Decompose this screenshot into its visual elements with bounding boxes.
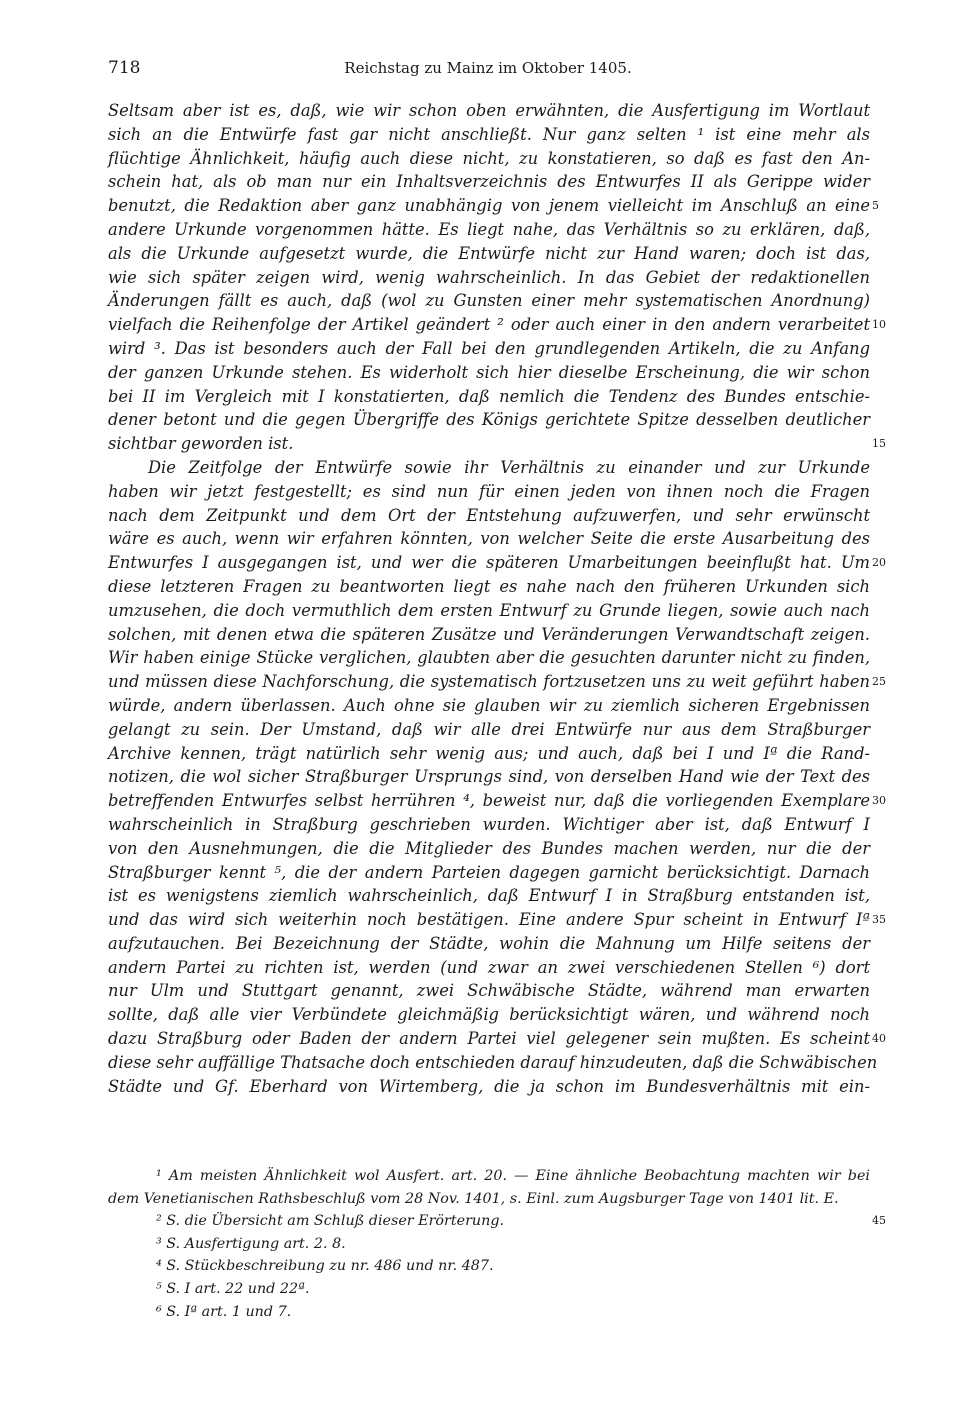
text-line: schein hat, als ob man nur ein Inhaltsverzeichnis des Entwurfes II als Gerippe wider [108, 172, 870, 192]
text-line: Wir haben einige Stücke verglichen, glaubten aber die gesuchten darunter nicht zu finden, [108, 648, 870, 668]
text-line: Straßburger kennt ⁵, die der andern Parteien dagegen garnicht berücksichtigt. Darnach [108, 862, 870, 882]
text-line: umzusehen, die doch vermuthlich dem ersten Entwurf zu Grunde liegen, sowie auch nach [108, 600, 870, 620]
text-line: und müssen diese Nachforschung, die systematisch fortzusetzen uns zu weit geführt haben [108, 672, 870, 692]
text-line: würde, andern überlassen. Auch ohne sie glauben wir zu ziemlich sicheren Ergebnissen [108, 695, 870, 715]
text-line: nur Ulm und Stuttgart genannt, zwei Schwäbische Städte, während man erwarten [108, 981, 870, 1001]
footnote-line: ² S. die Übersicht am Schluß dieser Erörterung. [156, 1213, 505, 1230]
footnote-line: dem Venetianischen Rathsbeschluß vom 28 Nov. 1401, s. Einl. zum Augsburger Tage von 1401 lit. E. [108, 1190, 839, 1207]
text-line: von den Ausnehmungen, die die Mitglieder des Bundes machen werden, nur die der [108, 838, 870, 858]
text-line: solchen, mit denen etwa die späteren Zusätze und Veränderungen Verwandtschaft zeigen. [108, 624, 870, 644]
text-line: der ganzen Urkunde stehen. Es widerholt sich hier dieselbe Erscheinung, die wir schon [108, 362, 870, 382]
margin-line-number: 15 [872, 437, 886, 451]
footnote-line: ⁵ S. I art. 22 und 22ª. [156, 1280, 310, 1297]
margin-line-number: 30 [872, 794, 886, 808]
body-text [108, 99, 878, 1098]
footnote-line: ³ S. Ausfertigung art. 2. 8. [156, 1235, 346, 1252]
margin-line-number: 20 [872, 556, 886, 570]
text-line: dazu Straßburg oder Baden der andern Partei viel gelegener sein mußten. Es scheint [108, 1029, 870, 1049]
page-header [108, 58, 868, 82]
text-line: sichtbar geworden ist. [108, 434, 294, 454]
text-line: betreffenden Entwurfes selbst herrühren ⁴, beweist nur, daß die vorliegenden Exemplare [108, 791, 870, 811]
text-line: dener betont und die gegen Übergriffe des Königs gerichtete Spitze desselben deutlicher [108, 410, 870, 430]
text-line: wie sich später zeigen wird, wenig wahrscheinlich. In das Gebiet der redaktionellen [108, 267, 870, 287]
text-line: Archive kennen, trägt natürlich sehr wenig aus; und auch, daß bei I und Iª die Rand- [108, 743, 870, 763]
running-title: Reichstag zu Mainz im Oktober 1405. [344, 59, 632, 77]
text-line: gelangt zu sein. Der Umstand, daß wir alle drei Entwürfe nur aus dem Straßburger [108, 719, 870, 739]
text-line: wäre es auch, wenn wir erfahren könnten, von welcher Seite die erste Ausarbeitung des [108, 529, 870, 549]
margin-line-number: 5 [872, 199, 879, 213]
text-line: sich an die Entwürfe fast gar nicht anschließt. Nur ganz selten ¹ ist eine mehr als [108, 124, 870, 144]
text-line: nach dem Zeitpunkt und dem Ort der Entstehung aufzuwerfen, und sehr erwünscht [108, 505, 870, 525]
text-line: diese sehr auffällige Thatsache doch entschieden darauf hinzudeuten, daß die Schwäbischen [108, 1052, 878, 1072]
text-line: benutzt, die Redaktion aber ganz unabhängig von jenem vielleicht im Anschluß an eine [108, 196, 870, 216]
footnotes [108, 1165, 870, 1323]
margin-line-number: 35 [872, 913, 886, 927]
text-line: andere Urkunde vorgenommen hätte. Es liegt nahe, das Verhältnis so zu erklären, daß, [108, 219, 870, 239]
text-line: haben wir jetzt festgestellt; es sind nun für einen jeden von ihnen noch die Fragen [108, 481, 870, 501]
text-line: und das wird sich weiterhin noch bestätigen. Eine andere Spur scheint in Entwurf Iª [108, 910, 870, 930]
text-line: Städte und Gf. Eberhard von Wirtemberg, die ja schon im Bundesverhältnis mit ein- [108, 1076, 870, 1096]
page-number: 718 [108, 58, 141, 78]
text-line: Änderungen fällt es auch, daß (wol zu Gunsten einer mehr systematischen Anordnung) [108, 291, 870, 311]
text-line: als die Urkunde aufgesetzt wurde, die Entwürfe nicht zur Hand waren; doch ist das, [108, 243, 870, 263]
text-line: Die Zeitfolge der Entwürfe sowie ihr Verhältnis zu einander und zur Urkunde [148, 457, 870, 477]
text-line: vielfach die Reihenfolge der Artikel geändert ² oder auch einer in den andern verarbeitet [108, 315, 870, 335]
footnote-line: ⁶ S. Iª art. 1 und 7. [156, 1303, 292, 1320]
text-line: ist es wenigstens ziemlich wahrscheinlich, daß Entwurf I in Straßburg entstanden ist, [108, 886, 870, 906]
text-line: wird ³. Das ist besonders auch der Fall bei den grundlegenden Artikeln, die zu Anfang [108, 338, 870, 358]
text-line: sollte, daß alle vier Verbündete gleichmäßig berücksichtigt wären, und während noch [108, 1005, 870, 1025]
text-line: notizen, die wol sicher Straßburger Ursprungs sind, von derselben Hand wie der Text des [108, 767, 870, 787]
margin-line-number: 45 [872, 1214, 886, 1227]
footnote-line: ¹ Am meisten Ähnlichkeit wol Ausfert. art. 20. — Eine ähnliche Beobachtung machten wir bei [156, 1168, 870, 1184]
text-line: andern Partei zu richten ist, werden (und zwar an zwei verschiedenen Stellen ⁶) dort [108, 957, 870, 977]
text-line: Seltsam aber ist es, daß, wie wir schon oben erwähnten, die Ausfertigung im Wortlaut [108, 101, 870, 120]
text-line: bei II im Vergleich mit I konstatierten, daß nemlich die Tendenz des Bundes entschie- [108, 386, 870, 406]
text-line: Entwurfes I ausgegangen ist, und wer die späteren Umarbeitungen beeinflußt hat. Um [108, 553, 870, 573]
margin-line-number: 10 [872, 318, 886, 332]
text-line: diese letzteren Fragen zu beantworten liegt es nahe nach den früheren Urkunden sich [108, 576, 870, 596]
text-line: wahrscheinlich in Straßburg geschrieben wurden. Wichtiger aber ist, daß Entwurf I [108, 814, 870, 834]
margin-line-number: 25 [872, 675, 886, 689]
text-line: aufzutauchen. Bei Bezeichnung der Städte, wohin die Mahnung um Hilfe seitens der [108, 933, 870, 953]
footnote-line: ⁴ S. Stückbeschreibung zu nr. 486 und nr. 487. [156, 1258, 494, 1275]
margin-line-number: 40 [872, 1032, 886, 1046]
text-line: flüchtige Ähnlichkeit, häufig auch diese nicht, zu konstatieren, so daß es fast den An- [108, 148, 870, 168]
